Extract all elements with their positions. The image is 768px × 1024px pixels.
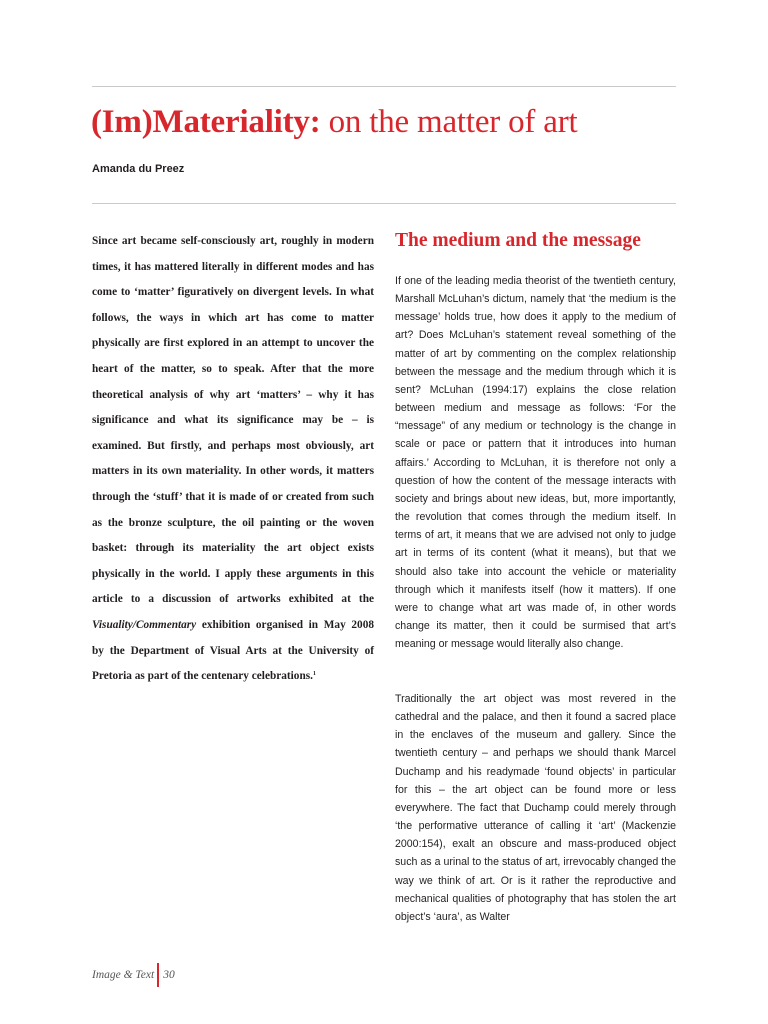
abstract-text-before: Since art became self-consciously art, roughly in modern times, it has mattered literally in different modes and has come to ‘matter’ figuratively on divergent levels. In what follows, the ways in which art has come to matter physically are first explored in an attempt to uncover the heart of the matter, so to speak. After that the more theoretical analysis of why art ‘matters’ – why it has significance and what its significance may be – is examined. But firstly, and perhaps most obviously, art matters in its own materiality. In other words, it matters through the ‘stuff’ that it is made of or created from such as the bronze sculpture, the oil painting or the woven basket: through its materiality the art object exists physically in the world. I apply these arguments in this article to a discussion of artworks exhibited at the (92, 235, 374, 606)
footer-divider (157, 963, 159, 987)
page-footer (92, 962, 175, 988)
abstract-text-after: exhibition organised in May 2008 by the Department of Visual Arts at the University of Pretoria as part of the centenary celebrations. (92, 618, 374, 683)
body-paragraph-2: Traditionally the art object was most revered in the cathedral and the palace, and then it found a sacred place in the enclaves of the museum and gallery. Since the twentieth century – and perhaps we should thank Marcel Duchamp and his readymade ‘found objects’ in particular for this – the art object can be found more or less everywhere. The fact that Duchamp could merely through ‘the performative utterance of calling it ‘art’ (Mackenzie 2000:154), exalt an obscure and mass-produced object such as a urinal to the status of art, irrevocably changed the way we think of art. Or is it rather the reproductive and mechanical qualities of photography that has stolen the art object’s ‘aura’, as Walter (395, 693, 676, 923)
section-heading: The medium and the message (395, 230, 641, 251)
article-title-rest: on the matter of art (320, 104, 578, 140)
page-number: 30 (163, 969, 175, 981)
exhibition-title: Visuality/Commentary (92, 618, 197, 631)
article-title (91, 104, 577, 141)
author-name: Amanda du Preez (92, 163, 185, 175)
footnote-mark: 1 (312, 671, 316, 678)
body-paragraph-1: If one of the leading media theorist of the twentieth century, Marshall McLuhan’s dictum, namely that ‘the medium is the message’ holds true, how does it apply to the medium of art? Does McLuhan’s statement reveal something of the matter of art by commenting on the complex relationship between the message and the medium through which it is sent? McLuhan (1994:17) explains the close relation between medium and message as follows: ‘For the “message” of any medium or technology is the change in scale or pace or pattern that it introduces into human affairs.’ According to McLuhan, it is therefore not only a question of how the content of the message interacts with society and brings about new ideas, but, more importantly, the revolution that comes through the medium itself. In terms of art, it means that we are advised not only to judge art in terms of its content (what it means), but that we should also take into account the vehicle or materiality through which it manifests itself (how it matters). If one were to change what art was made of, in other words change its matter, then it could be surmised that art’s meaning or message would literally also change. (395, 275, 676, 651)
journal-name: Image & Text (92, 969, 155, 981)
top-rule (92, 86, 676, 87)
article-title-bold: (Im)Materiality: (91, 104, 321, 140)
abstract (92, 229, 374, 690)
header-rule (92, 203, 676, 204)
